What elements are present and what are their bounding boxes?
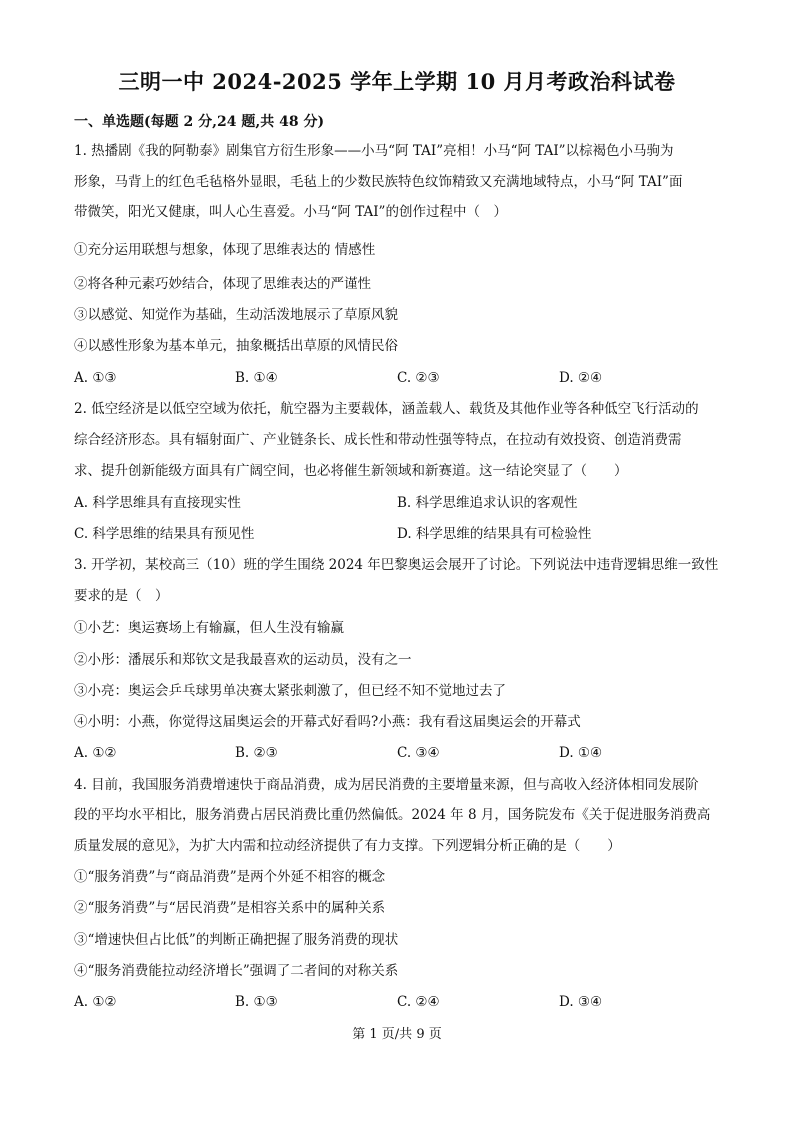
question-3-stem-line: 3. 开学初，某校高三（10）班的学生围绕 2024 年巴黎奥运会展开了讨论。下列说法中违背逻辑思维一致性 xyxy=(74,557,719,573)
question-2-option-a: A. 科学思维具有直接现实性 xyxy=(74,495,241,511)
question-1-statement: ④以感性形象为基本单元，抽象概括出草原的风情民俗 xyxy=(74,338,398,354)
question-4-option-b: B. ①③ xyxy=(235,994,278,1010)
question-4-stem-line: 质量发展的意见》，为扩大内需和拉动经济提供了有力支撑。下列逻辑分析正确的是（ ） xyxy=(74,838,621,854)
question-3-statement: ④小明：小燕，你觉得这届奥运会的开幕式好看吗?小燕：我有看这届奥运会的开幕式 xyxy=(74,714,581,730)
question-3-statement: ②小彤：潘展乐和郑钦文是我最喜欢的运动员，没有之一 xyxy=(74,652,412,668)
question-1-stem-line: 带微笑，阳光又健康，叫人心生喜爱。小马“阿 TAI”的创作过程中（ ） xyxy=(74,204,507,220)
question-3-stem-line: 要求的是（ ） xyxy=(74,588,169,604)
question-4-statement: ③“增速快但占比低”的判断正确把握了服务消费的现状 xyxy=(74,932,399,948)
question-3-statement: ③小亮：奥运会乒乓球男单决赛太紧张刺激了，但已经不知不觉地过去了 xyxy=(74,683,506,699)
question-4-option-d: D. ③④ xyxy=(559,994,603,1010)
question-3-option-d: D. ①④ xyxy=(559,745,603,761)
question-3-option-b: B. ②③ xyxy=(235,745,278,761)
page-footer: 第 1 页/共 9 页 xyxy=(352,1027,442,1042)
question-1-stem-line: 形象，马背上的红色毛毡格外显眼，毛毡上的少数民族特色纹饰精致又充满地域特点，小马“阿 TAI”面 xyxy=(74,174,683,190)
question-4-option-a: A. ①② xyxy=(74,994,117,1010)
question-3-statement: ①小艺：奥运赛场上有输赢，但人生没有输赢 xyxy=(74,620,344,636)
question-1-statement: ③以感觉、知觉作为基础，生动活泼地展示了草原风貌 xyxy=(74,307,398,323)
question-2-option-d: D. 科学思维的结果具有可检验性 xyxy=(397,526,592,542)
question-2-stem-line: 2. 低空经济是以低空空域为依托，航空器为主要载体，涵盖载人、载货及其他作业等各种低空飞行活动的 xyxy=(74,401,699,417)
question-1-stem-line: 1. 热播剧《我的阿勒泰》剧集官方衍生形象——小马“阿 TAI”亮相！小马“阿 TAI”以棕褐色小马驹为 xyxy=(74,143,674,159)
question-2-option-b: B. 科学思维追求认识的客观性 xyxy=(397,495,578,511)
question-4-statement: ②“服务消费”与“居民消费”是相容关系中的属种关系 xyxy=(74,900,386,916)
section-heading: 一、单选题(每题 2 分,24 题,共 48 分) xyxy=(74,114,325,130)
question-1-statement: ①充分运用联想与想象，体现了思维表达的 情感性 xyxy=(74,242,376,258)
question-3-option-a: A. ①② xyxy=(74,745,117,761)
question-1-option-a: A. ①③ xyxy=(74,370,117,386)
question-4-stem-line: 段的平均水平相比，服务消费占居民消费比重仍然偏低。2024 年 8 月，国务院发布《关于促进服务消费高 xyxy=(74,807,711,823)
question-4-option-c: C. ②④ xyxy=(397,994,440,1010)
question-2-option-c: C. 科学思维的结果具有预见性 xyxy=(74,526,255,542)
exam-title: 三明一中 2024-2025 学年上学期 10 月月考政治科试卷 xyxy=(118,69,676,94)
question-2-stem-line: 综合经济形态。具有辐射面广、产业链条长、成长性和带动性强等特点，在拉动有效投资、创造消费需 xyxy=(74,432,682,448)
question-4-statement: ④“服务消费能拉动经济增长”强调了二者间的对称关系 xyxy=(74,963,399,979)
question-4-stem-line: 4. 目前，我国服务消费增速快于商品消费，成为居民消费的主要增量来源，但与高收入经济体相同发展阶 xyxy=(74,777,699,793)
question-1-statement: ②将各种元素巧妙结合，体现了思维表达的严谨性 xyxy=(74,276,371,292)
question-4-statement: ①“服务消费”与“商品消费”是两个外延不相容的概念 xyxy=(74,869,386,885)
question-3-option-c: C. ③④ xyxy=(397,745,440,761)
question-1-option-c: C. ②③ xyxy=(397,370,440,386)
question-2-stem-line: 求、提升创新能级方面具有广阔空间，也必将催生新领域和新赛道。这一结论突显了（ ） xyxy=(74,463,628,479)
question-1-option-b: B. ①④ xyxy=(235,370,278,386)
question-1-option-d: D. ②④ xyxy=(559,370,603,386)
